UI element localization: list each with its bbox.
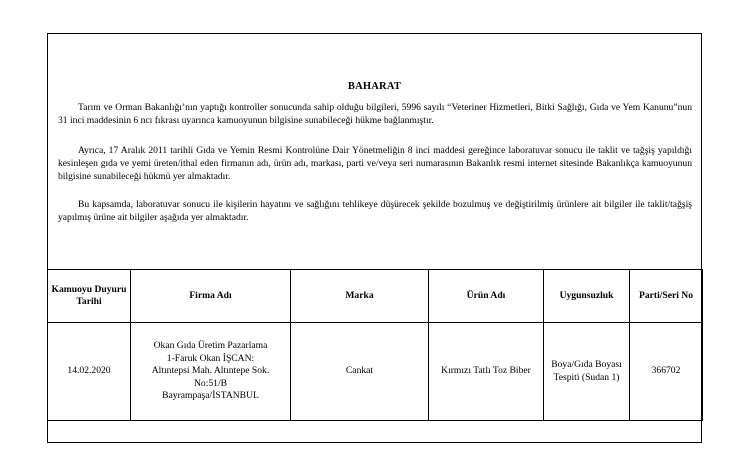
header-brand: Marka: [291, 270, 429, 323]
header-nonconformity: Uygunsuzluk: [544, 270, 630, 323]
firm-line: Altıntepsi Mah. Altıntepe Sok.: [151, 365, 270, 377]
table-header-row: [48, 270, 703, 323]
paragraph-legal-basis: Tarım ve Orman Bakanlığı’nın yaptığı kontroller sonucunda sahip olduğu bilgileri, 5996 sayılı “Veteriner Hizmetleri, Bitki Sağlığı, Gıda ve Yem Kanunu”nun 31 inci maddesinin 6 ncı fıkrası uyarınca kamuoyunun bilgisine sunabileceği hükme bağlanmıştır.: [58, 102, 692, 126]
firm-line: 1-Faruk Okan İŞCAN:: [166, 352, 255, 364]
header-product: Ürün Adı: [429, 270, 544, 323]
cell-nonconformity: Boya/Gıda Boyası Tespiti (Sudan 1): [544, 323, 630, 421]
document-title: BAHARAT: [347, 81, 402, 92]
firm-line: Okan Gıda Üretim Pazarlama: [153, 340, 268, 352]
records-table: [47, 269, 703, 421]
cell-date: 14.02.2020: [48, 323, 131, 421]
header-date: Kamuoyu Duyuru Tarihi: [48, 270, 131, 323]
header-lot: Parti/Seri No: [630, 270, 703, 323]
cell-lot: 366702: [630, 323, 703, 421]
cell-brand: Cankat: [291, 323, 429, 421]
paragraph-regulation: Ayrıca, 17 Aralık 2011 tarihli Gıda ve Yemin Resmi Kontrolüne Dair Yönetmeliğin 8 inci maddesi gereğince laboratuvar sonucu ile taklit ve tağşiş yapıldığı kesinleşen gıda ve yemi üreten/ithal eden firmanın adı, ürün adı, markası, parti ve/veya seri numarasının Bakanlık resmi internet sitesinde Bakanlıkça kamuoyunun bilgisine sunabileceği hükmü yer almaktadır.: [58, 145, 692, 182]
firm-line: Bayrampaşa/İSTANBUL: [162, 390, 259, 402]
cell-firm: [131, 323, 291, 421]
header-firm: Firma Adı: [131, 270, 291, 323]
firm-line: No:51/B: [193, 377, 228, 389]
document-frame: [47, 33, 702, 443]
paragraph-scope: Bu kapsamda, laboratuvar sonucu ile kişilerin hayatını ve sağlığını tehlikeye düşürecek şekilde bozulmuş ve değiştirilmiş ürünlere ait bilgiler ile taklit/tağşiş yapılmış ürüne ait bilgiler aşağıda yer almaktadır.: [58, 199, 692, 223]
cell-product: Kırmızı Tatlı Toz Biber: [429, 323, 544, 421]
table-row: [48, 323, 703, 421]
